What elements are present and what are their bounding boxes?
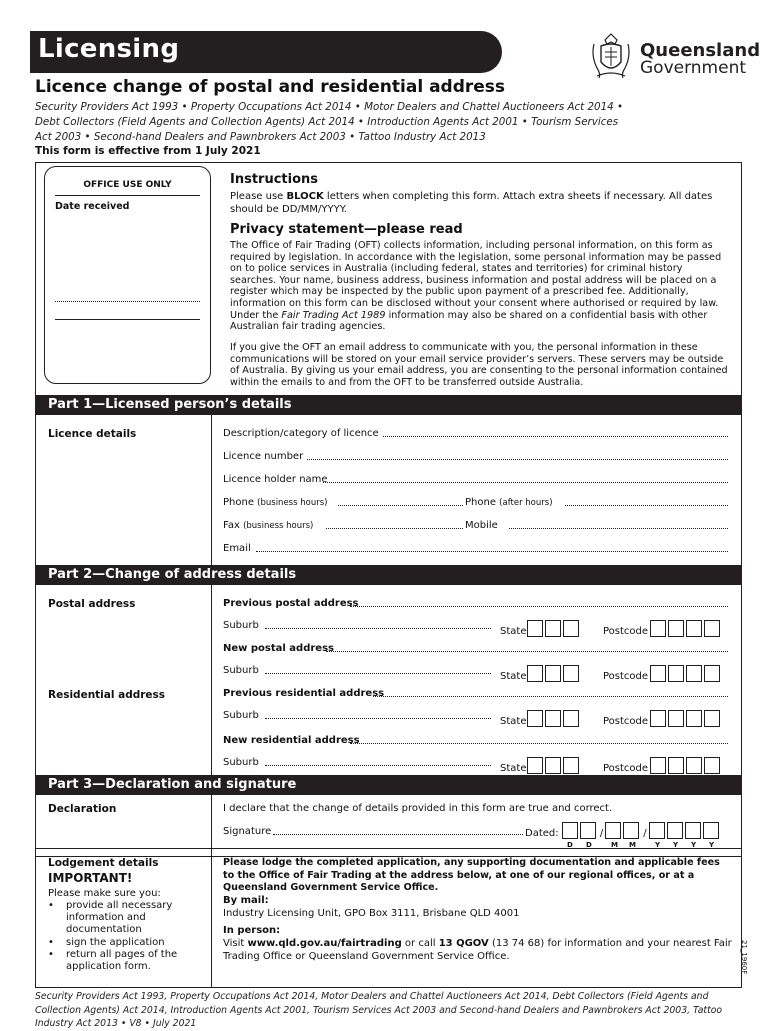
- divider: [211, 848, 212, 988]
- part2-header: Part 2—Change of address details: [36, 565, 742, 585]
- residential-address-label: Residential address: [48, 689, 166, 701]
- instructions-heading: Instructions: [230, 172, 319, 187]
- declaration-text: I declare that the change of details provided in this form are true and correct.: [223, 803, 613, 814]
- new-res-postcode[interactable]: Postcode: [603, 757, 722, 774]
- phone-business-field[interactable]: Phone (business hours): [223, 497, 463, 508]
- dated-field[interactable]: Dated: / /: [525, 822, 721, 839]
- declaration-label: Declaration: [48, 803, 117, 815]
- form-code: 21_1960F: [740, 940, 748, 975]
- important-label: IMPORTANT!: [48, 871, 133, 885]
- prev-res-suburb-field[interactable]: Suburb: [223, 710, 491, 721]
- list-item: • return all pages of the application form.: [48, 948, 178, 973]
- new-res-state[interactable]: State: [500, 757, 581, 774]
- in-person-heading: In person:: [223, 925, 281, 936]
- fair-trading-link[interactable]: www.qld.gov.au/fairtrading: [247, 938, 402, 949]
- part3-header: Part 3—Declaration and signature: [36, 775, 742, 795]
- licence-description-field[interactable]: Description/category of licence: [223, 428, 728, 439]
- privacy-text: The Office of Fair Trading (OFT) collects information, including personal information, on this form as required by legislation. In accordance with the legislation, some personal information may be passed on to police services in Australia (including federal, states and territories) for criminal history searches. Your name, business address, business information and postal address will be placed on a register which may be inspected by the public upon payment of a prescribed fee. Additionally, information on this form can be disclosed without your consent where authorised or required by law. Under the Fair Trading Act 1989 information may also be shared on a confidential basis with other Australian fair trading agencies.: [230, 240, 722, 333]
- lodgement-intro: Please lodge the completed application, any supporting documentation and applicable fees to the Office of Fair Trading at the address below, at one of our regional offices, or at a Queensland Government Service Office.: [223, 857, 720, 893]
- prev-postal-suburb-field[interactable]: Suburb: [223, 620, 491, 631]
- new-postal-suburb-field[interactable]: Suburb: [223, 665, 491, 676]
- banner-title: Licensing: [38, 34, 180, 64]
- list-item: • provide all necessary information and documentation: [48, 900, 173, 936]
- new-postal-postcode[interactable]: Postcode: [603, 665, 722, 682]
- in-person-text: Visit www.qld.gov.au/fairtrading or call 13 QGOV (13 74 68) for information and your nearest Fair Trading Office or Queensland Government Service Office.: [223, 938, 732, 962]
- instructions-text: Please use BLOCK letters when completing this form. Attach extra sheets if necessary. All dates should be DD/MM/YYYY.: [230, 191, 713, 215]
- footer-acts: Security Providers Act 1993, Property Occupations Act 2014, Motor Dealers and Chattel Auctioneers Act 2014, Debt Collectors (Field Agents and Collection Agents) Act 2014, Introduction Agents Act 2001, Tourism Services Act 2003 and Second-hand Dealers and Pawnbrokers Act 2003, Tattoo Industry Act 2013 • V8 • July 2021: [35, 991, 723, 1029]
- fax-field[interactable]: Fax (business hours): [223, 520, 463, 531]
- privacy-email-text: If you give the OFT an email address to communicate with you, the personal information in these communications will be stored on your email service provider’s servers. These servers may be outside of Australia. By giving us your email address, you are consenting to the personal information contained within the emails to and from the OFT to be transferred outside Australia.: [230, 342, 728, 388]
- prev-res-postcode[interactable]: Postcode: [603, 710, 722, 727]
- make-sure-label: Please make sure you:: [48, 888, 161, 899]
- lodgement-label: Lodgement details: [48, 857, 159, 869]
- divider: [55, 319, 200, 320]
- lodgement-checklist: [48, 900, 208, 973]
- privacy-heading: Privacy statement—please read: [230, 222, 463, 237]
- logo-queensland: Queensland: [640, 40, 761, 61]
- prev-postal-state[interactable]: State: [500, 620, 581, 637]
- new-postal-address-field[interactable]: New postal address: [223, 643, 728, 654]
- new-res-suburb-field[interactable]: Suburb: [223, 757, 491, 768]
- divider: [211, 415, 212, 565]
- prev-postal-postcode[interactable]: Postcode: [603, 620, 722, 637]
- email-field[interactable]: Email: [223, 543, 728, 554]
- signature-field[interactable]: Signature: [223, 826, 523, 837]
- office-use-box: [44, 166, 211, 384]
- prev-res-state[interactable]: State: [500, 710, 581, 727]
- mobile-field[interactable]: Mobile: [465, 520, 728, 531]
- divider: [211, 585, 212, 775]
- prev-residential-address-field[interactable]: Previous residential address: [223, 688, 728, 699]
- licence-number-field[interactable]: Licence number: [223, 451, 728, 462]
- acts-list: Security Providers Act 1993 • Property Occupations Act 2014 • Motor Dealers and Chattel Auctioneers Act 2014 • Debt Collectors (Field Agents and Collection Agents) Act 2014 • Introduction Agents Act 2001 • Tourism Services Act 2003 • Second-hand Dealers and Pawnbrokers Act 2003 • Tattoo Industry Act 2013: [35, 101, 624, 144]
- list-item: • sign the application: [48, 936, 165, 948]
- by-mail-heading: By mail:: [223, 895, 269, 906]
- licence-details-label: Licence details: [48, 428, 137, 440]
- licence-holder-field[interactable]: Licence holder name: [223, 474, 728, 485]
- date-received-label: Date received: [55, 201, 130, 212]
- logo-government: Government: [640, 58, 747, 78]
- part1-header: Part 1—Licensed person’s details: [36, 395, 742, 415]
- new-residential-address-field[interactable]: New residential address: [223, 735, 728, 746]
- form-title: Licence change of postal and residential address: [35, 77, 506, 97]
- mail-address: Industry Licensing Unit, GPO Box 3111, Brisbane QLD 4001: [223, 908, 520, 919]
- phone-after-hours-field[interactable]: Phone (after hours): [465, 497, 728, 508]
- qld-crest-icon: [589, 30, 633, 80]
- new-postal-state[interactable]: State: [500, 665, 581, 682]
- effective-date: This form is effective from 1 July 2021: [35, 145, 261, 157]
- office-use-title: OFFICE USE ONLY: [83, 180, 172, 190]
- divider: [55, 301, 200, 302]
- postal-address-label: Postal address: [48, 598, 136, 610]
- prev-postal-address-field[interactable]: Previous postal address: [223, 598, 728, 609]
- divider: [55, 195, 200, 196]
